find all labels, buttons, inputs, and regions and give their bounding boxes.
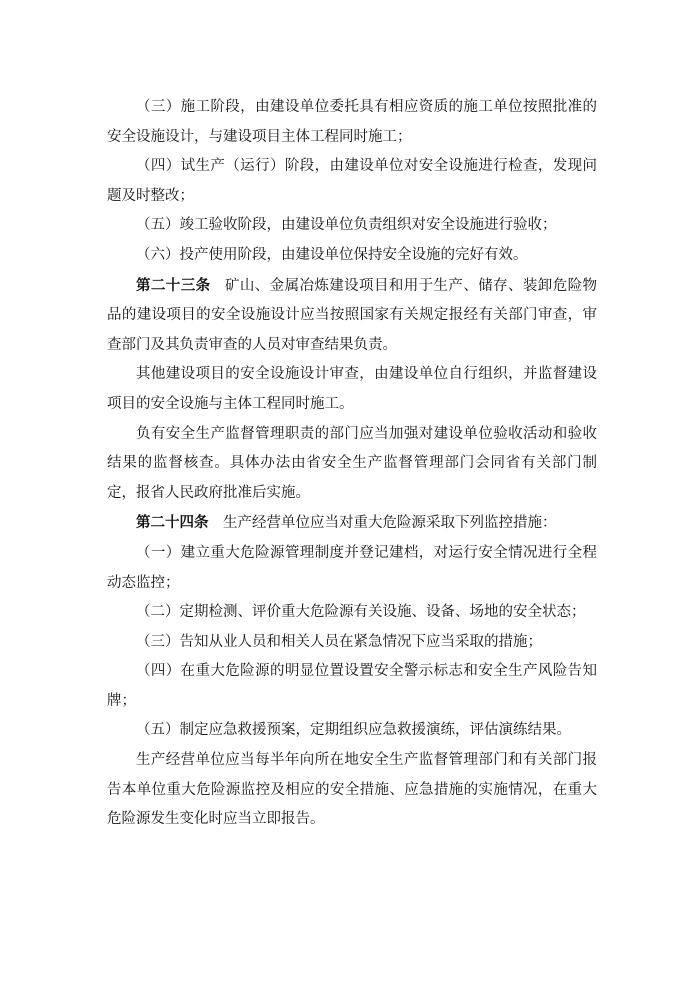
paragraph-text: 矿山、金属冶炼建设项目和用于生产、储存、装卸危险物品的建设项目的安全设施设计应当按照国家有关规定报经有关部门审查，审查部门及其负责审查的人员对审查结果负责。 bbox=[107, 277, 597, 353]
paragraph-9 bbox=[107, 539, 597, 598]
paragraph-10 bbox=[107, 598, 597, 628]
paragraph-text: （六）投产使用阶段，由建设单位保持安全设施的完好有效。 bbox=[136, 246, 528, 263]
article-24 bbox=[107, 508, 597, 539]
paragraph-text: （五）制定应急救援预案，定期组织应急救援演练，评估演练结果。 bbox=[136, 722, 571, 739]
article-label: 第二十三条 bbox=[136, 276, 211, 294]
paragraph-7 bbox=[107, 420, 597, 509]
paragraph-text: 负有安全生产监督管理职责的部门应当加强对建设单位验收活动和验收结果的监督核查。具体办法由省安全生产监督管理部门会同省有关部门制定，报省人民政府批准后实施。 bbox=[107, 425, 597, 501]
paragraph-text: （二）定期检测、评价重大危险源有关设施、设备、场地的安全状态； bbox=[136, 604, 586, 621]
paragraph-6 bbox=[107, 360, 597, 419]
article-label: 第二十四条 bbox=[136, 514, 209, 532]
document-body bbox=[107, 93, 597, 835]
paragraph-text: 生产经营单位应当对重大危险源采取下列监控措施： bbox=[223, 515, 557, 532]
paragraph-11 bbox=[107, 628, 597, 658]
paragraph-text: （三）施工阶段，由建设单位委托具有相应资质的施工单位按照批准的安全设施设计，与建设项目主体工程同时施工； bbox=[107, 99, 597, 145]
paragraph-text: 其他建设项目的安全设施设计审查，由建设单位自行组织，并监督建设项目的安全设施与主体工程同时施工。 bbox=[107, 366, 597, 412]
paragraph-text: （四）试生产（运行）阶段，由建设单位对安全设施进行检查，发现问题及时整改； bbox=[107, 158, 597, 204]
paragraph-3 bbox=[107, 211, 597, 241]
paragraph-text: 生产经营单位应当每半年向所在地安全生产监督管理部门和有关部门报告本单位重大危险源监控及相应的安全措施、应急措施的实施情况，在重大危险源发生变化时应当立即报告。 bbox=[107, 752, 597, 828]
paragraph-text: （一）建立重大危险源管理制度并登记建档，对运行安全情况进行全程动态监控； bbox=[107, 544, 597, 591]
paragraph-text: （五）竣工验收阶段，由建设单位负责组织对安全设施进行验收； bbox=[136, 217, 557, 234]
paragraph-13 bbox=[107, 716, 597, 746]
paragraph-4 bbox=[107, 241, 597, 271]
paragraph-text: （四）在重大危险源的明显位置设置安全警示标志和安全生产风险告知牌； bbox=[107, 663, 597, 709]
paragraph-12 bbox=[107, 657, 597, 716]
paragraph-2 bbox=[107, 152, 597, 211]
paragraph-14 bbox=[107, 746, 597, 835]
paragraph-text: （三）告知从业人员和相关人员在紧急情况下应当采取的措施； bbox=[136, 633, 542, 650]
paragraph-1 bbox=[107, 93, 597, 152]
article-23 bbox=[107, 271, 597, 361]
